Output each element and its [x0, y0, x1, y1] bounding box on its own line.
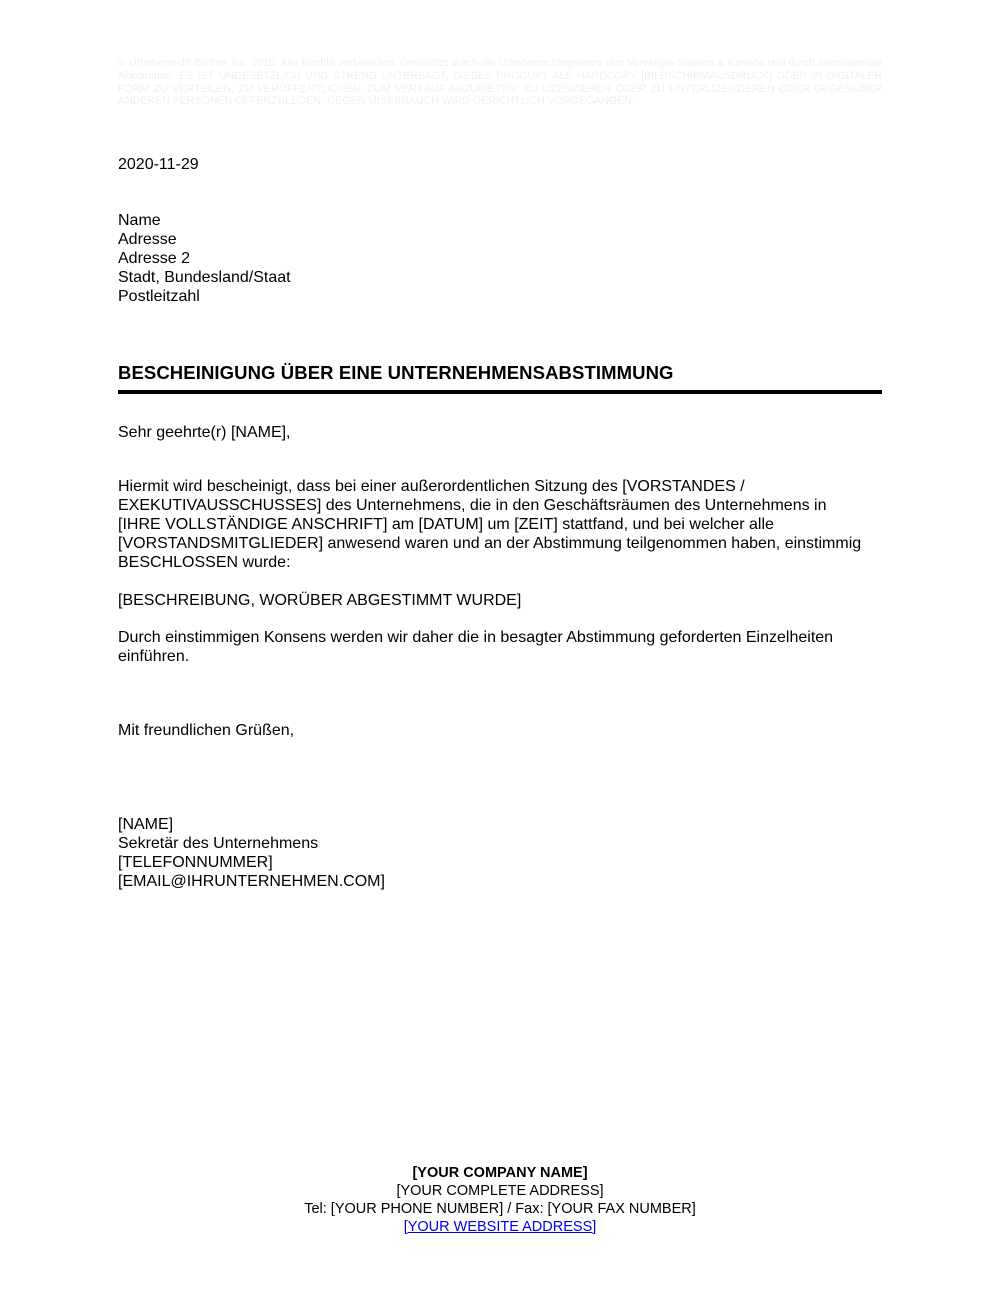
- paragraph-line: Durch einstimmigen Konsens werden wir daher die in besagter Abstimmung geforderten Einzelheiten: [118, 629, 834, 646]
- copyright-notice: © Urheberrecht Bizfree Inc. 2010. Alle Rechte vorbehalten. Geschützt durch die Urheberrechtsgesetze des Vereinigte Staaten & Kanada und durch internationale Abkommen. ES IST UNGESETZLICH UND STRENG UNTERSAGT, DIESES PRODUKT ALS HARDCOPY [BILDSCHIRMAUSDRUCK] ODER IN DIGITALER FORM ZU VERTEILEN, ZU VERÖFFENTLICHEN, ZUM VERKAUF ANZUBIETEN, ZU LIZENZIEREN ODER ZU UNTERLIZENZIEREN ODER GEGENÜBER ANDEREN PERSONEN OFFENZULEGEN. GEGEN MISSBRAUCH WIRD GERICHTLICH VORGEGANGEN.: [118, 57, 882, 108]
- letter-date: 2020-11-29: [118, 156, 199, 173]
- signer-phone: [TELEFONNUMMER]: [118, 854, 273, 871]
- recipient-postal-code: Postleitzahl: [118, 288, 200, 305]
- certification-paragraph: [118, 477, 888, 572]
- paragraph-line: [VORSTANDSMITGLIEDER] anwesend waren und an der Abstimmung teilgenommen haben, einstimmig: [118, 535, 862, 552]
- salutation: Sehr geehrte(r) [NAME],: [118, 424, 291, 441]
- signature-block: [118, 815, 385, 891]
- paragraph-line: einführen.: [118, 648, 190, 665]
- footer-address: [YOUR COMPLETE ADDRESS]: [396, 1183, 604, 1199]
- recipient-address-line-1: Adresse: [118, 231, 177, 248]
- signer-email: [EMAIL@IHRUNTERNEHMEN.COM]: [118, 873, 385, 890]
- signer-role: Sekretär des Unternehmens: [118, 835, 319, 852]
- vote-description: [BESCHREIBUNG, WORÜBER ABGESTIMMT WURDE]: [118, 592, 522, 609]
- letterhead-footer: [0, 1164, 1000, 1236]
- document-title: BESCHEINIGUNG ÜBER EINE UNTERNEHMENSABSTIMMUNG: [118, 362, 674, 383]
- signer-name: [NAME]: [118, 816, 174, 833]
- recipient-city-state: Stadt, Bundesland/Staat: [118, 269, 291, 286]
- consensus-paragraph: [118, 628, 888, 666]
- paragraph-line: EXEKUTIVAUSSCHUSSES] des Unternehmens, die in den Geschäftsräumen des Unternehmens in: [118, 497, 827, 514]
- title-underline-rule: [118, 390, 882, 394]
- paragraph-line: Hiermit wird bescheinigt, dass bei einer außerordentlichen Sitzung des [VORSTANDES /: [118, 478, 745, 495]
- footer-contact: Tel: [YOUR PHONE NUMBER] / Fax: [YOUR FAX NUMBER]: [304, 1201, 696, 1217]
- paragraph-line: BESCHLOSSEN wurde:: [118, 554, 291, 571]
- recipient-address-block: [118, 211, 291, 306]
- recipient-name: Name: [118, 212, 161, 229]
- footer-company-name: [YOUR COMPANY NAME]: [412, 1165, 588, 1181]
- footer-website-link[interactable]: [YOUR WEBSITE ADDRESS]: [403, 1219, 597, 1235]
- recipient-address-line-2: Adresse 2: [118, 250, 191, 267]
- closing: Mit freundlichen Grüßen,: [118, 722, 295, 739]
- paragraph-line: [IHRE VOLLSTÄNDIGE ANSCHRIFT] am [DATUM] um [ZEIT] stattfand, und bei welcher alle: [118, 516, 774, 533]
